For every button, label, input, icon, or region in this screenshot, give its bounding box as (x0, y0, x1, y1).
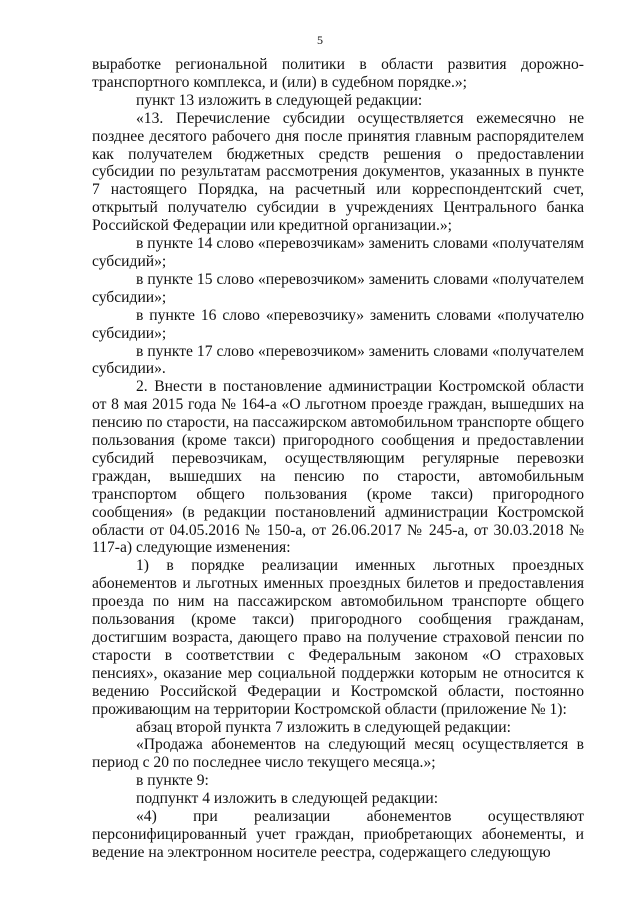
paragraph-subitem-4-text: «4) при реализации абонементов осуществляют персонифицированный учет граждан, приобретающих абонементы, и ведение на электронном носителе реестра, содержащего следующую (92, 808, 584, 861)
paragraph-subitem-4-intro: подпункт 4 изложить в следующей редакции: (136, 790, 439, 808)
paragraph-item-14: в пункте 14 слово «перевозчикам» заменить словами «получателям субсидий»; (92, 235, 584, 270)
paragraph-item-16: в пункте 16 слово «перевозчику» заменить словами «получателю субсидии»; (92, 306, 584, 342)
page-number: 5 (317, 33, 323, 47)
paragraph-item-7-text: «Продажа абонементов на следующий месяц осуществляется в период с 20 по последнее число текущего месяца.»; (92, 736, 584, 772)
paragraph-continuation: выработке региональной политики в области развития дорожно-транспортного комплекса, и (или) в судебном порядке.»; (92, 56, 584, 91)
paragraph-item-9-intro: в пункте 9: (136, 772, 209, 790)
paragraph-item-7-intro: абзац второй пункта 7 изложить в следующей редакции: (136, 718, 511, 736)
document-body (92, 56, 584, 862)
paragraph-subsection-1: 1) в порядке реализации именных льготных проездных абонементов и льготных именных проездных билетов и предоставления проезда по ним на пассажирском автомобильном транспорте общего пользования (кроме такси) пригородного сообщения гражданам, достигшим возраста, дающего право на получение страховой пенсии по старости в соответствии с Федеральным законом «О страховых пенсиях», оказание мер социальной поддержки которым не относится к ведению Российской Федерации и Костромской области, постоянно проживающим на территории Костромской области (приложение № 1): (92, 557, 584, 718)
paragraph-item-13-text: «13. Перечисление субсидии осуществляется ежемесячно не позднее десятого рабочего дня после принятия главным распорядителем как получателем бюджетных средств решения о предоставлении субсидии по результатам рассмотрения документов, указанных в пункте 7 настоящего Порядка, на расчетный или корреспондентский счет, открытый получателю субсидии в учреждениях Центрального банка Российской Федерации или кредитной организации.»; (92, 109, 584, 235)
paragraph-item-17: в пункте 17 слово «перевозчиком» заменить словами «получателем субсидии». (92, 342, 584, 378)
paragraph-section-2: 2. Внести в постановление администрации Костромской области от 8 мая 2015 года № 164-а «О льготном проезде граждан, вышедших на пенсию по старости, на пассажирском автомобильном транспорте общего пользования (кроме такси) пригородного сообщения и предоставлении субсидий перевозчикам, осуществляющим регулярные перевозки граждан, вышедших на пенсию по старости, автомобильным транспортом общего пользования (кроме такси) пригородного сообщения» (в редакции постановлений администрации Костромской области от 04.05.2016 № 150-а, от 26.06.2017 № 245-а, от 30.03.2018 № 117-а) следующие изменения: (92, 378, 584, 557)
paragraph-item-15: в пункте 15 слово «перевозчиком» заменить словами «получателем субсидии»; (92, 270, 584, 306)
paragraph-item-13-intro: пункт 13 изложить в следующей редакции: (136, 91, 423, 109)
